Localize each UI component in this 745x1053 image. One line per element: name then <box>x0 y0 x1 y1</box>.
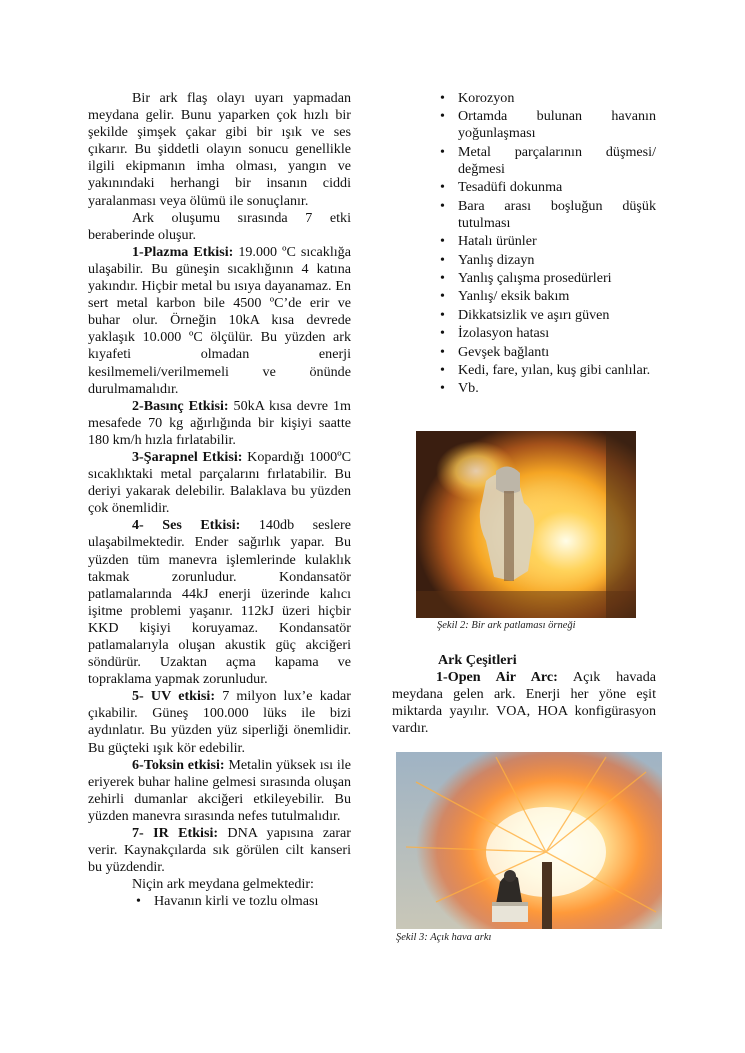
figure3-caption: Şekil 3: Açık hava arkı <box>396 932 492 943</box>
effect-shrapnel <box>88 449 351 517</box>
effect-text: Metalin yüksek ısı ile eriyerek buhar haline gelmesi sırasında oluşan zehirli dumanlar akciğeri etkileyebilir. Bu yüzden manevra sırasında nefes tutulmalıdır. <box>88 756 351 824</box>
list-item: • Yanlış dizayn <box>434 252 656 269</box>
effect-title: 5- UV etkisi: <box>132 688 216 705</box>
open-air-paragraph <box>392 669 656 737</box>
list-item: • Gevşek bağlantı <box>434 344 656 361</box>
right-column <box>392 90 656 399</box>
left-column <box>88 90 351 912</box>
effect-title: 2-Basınç Etkisi: <box>132 397 229 414</box>
open-air-text: Açık havada meydana gelen ark. Enerji her yöne eşit miktarda yayılır. VOA, HOA konfigürasyon vardır. <box>392 669 656 737</box>
list-item: • Metal parçalarının düşmesi/ değmesi <box>434 144 656 178</box>
causes-list-right <box>434 90 656 397</box>
effect-plasma <box>88 244 351 398</box>
list-item: • Hatalı ürünler <box>434 233 656 250</box>
effect-text: DNA yapısına zarar verir. Kaynakçılarda sık görülen cilt kanseri bu yüzdendir. <box>88 825 351 876</box>
list-item: • Yanlış çalışma prosedürleri <box>434 270 656 287</box>
list-item: • Havanın kirli ve tozlu olması <box>130 893 351 910</box>
effect-text: 140db seslere ulaşabilmektedir. Ender sağırlık yapar. Bu yüzden tüm manevra işlemlerinde kulaklık takmak zorunludur. Kondansatör patlamalarında 44kJ enerji üzerinde kalıcı işitme problemi yaşanır. 112kJ üzeri hiçbir KKD kişiyi koruyamaz. Kondansatör patlamalarıyla oluşan akustik güç akciğeri söndürür. Uzaktan açma kapama ve topraklama yapmak zorunludur. <box>88 517 351 688</box>
causes-intro: Niçin ark meydana gelmektedir: <box>132 876 314 893</box>
effect-title: 1-Plazma Etkisi: <box>132 243 234 260</box>
figure2-caption: Şekil 2: Bir ark patlaması örneği <box>437 620 576 631</box>
figure-arc-explosion <box>416 431 636 618</box>
effect-text: 7 milyon lux’e kadar çıkabilir. Güneş 100.000 lüks ile bizi aydınlatır. Bu yüzden yüz siperliği önemlidir. Bu güçteki ışık kör edebilir. <box>88 688 351 756</box>
list-item: • Bara arası boşluğun düşük tutulması <box>434 198 656 232</box>
effect-sound <box>88 517 351 688</box>
causes-list-left <box>130 893 351 910</box>
effect-uv <box>88 688 351 756</box>
intro-paragraph: Bir ark flaş olayı uyarı yapmadan meydana gelir. Bunu yaparken çok hızlı bir şekilde şimşek çakar gibi bir ışık ve ses çıkarır. Bu şiddetli olayın sonucu genellikle ilgili ekipmanın imha olması, yangın ve yakınındaki herhangi bir insanın ciddi yaralanması veya ölümü ile sonuçlanır. <box>88 90 351 209</box>
open-air-title: 1-Open Air Arc: <box>436 669 558 686</box>
effects-intro: Ark oluşumu sırasında 7 etki beraberinde oluşur. <box>88 209 351 243</box>
list-item: • Kedi, fare, yılan, kuş gibi canlılar. <box>434 362 656 379</box>
arc-types-section <box>392 652 656 737</box>
list-item: • İzolasyon hatası <box>434 325 656 342</box>
effect-toxin <box>88 757 351 825</box>
effect-text: 19.000 ºC sıcaklığa ulaşabilir. Bu güneşin sıcaklığının 4 katına yakındır. Hiçbir metal bu ısıya dayanamaz. En sert metal karbon bile 4500 ºC’de erir ve buhar olur. Örneğin 10kA kısa devrede yaklaşık 10.000 ºC ölçülür. Bu yüzden ark kıyafeti olmadan enerji kesilmemeli/verilmemeli ve önünde durulmamalıdır. <box>88 243 351 397</box>
effect-title: 3-Şarapnel Etkisi: <box>132 448 243 465</box>
list-item: • Yanlış/ eksik bakım <box>434 288 656 305</box>
list-item: • Tesadüfi dokunma <box>434 179 656 196</box>
effect-title: 6-Toksin etkisi: <box>132 756 225 773</box>
effect-title: 4- Ses Etkisi: <box>132 517 241 534</box>
list-item: • Vb. <box>434 380 656 397</box>
list-item: • Korozyon <box>434 90 656 107</box>
list-item: • Ortamda bulunan havanın yoğunlaşması <box>434 108 656 142</box>
effect-text: Kopardığı 1000ºC sıcaklıktaki metal parçalarını fırlatabilir. Bu deriyi yakarak delebilir. Balaklava bu yüzden çok önemlidir. <box>88 448 351 517</box>
list-item: • Dikkatsizlik ve aşırı güven <box>434 307 656 324</box>
figure-open-air-arc <box>396 752 662 929</box>
effect-ir <box>88 825 351 876</box>
effect-title: 7- IR Etkisi: <box>132 825 219 842</box>
section-title: Ark Çeşitleri <box>438 652 517 668</box>
effect-pressure <box>88 398 351 449</box>
effect-text: 50kA kısa devre 1m mesafede 70 kg ağırlığında bir kişiyi saatte 180 km/h hızla fırlatabilir. <box>88 397 351 448</box>
